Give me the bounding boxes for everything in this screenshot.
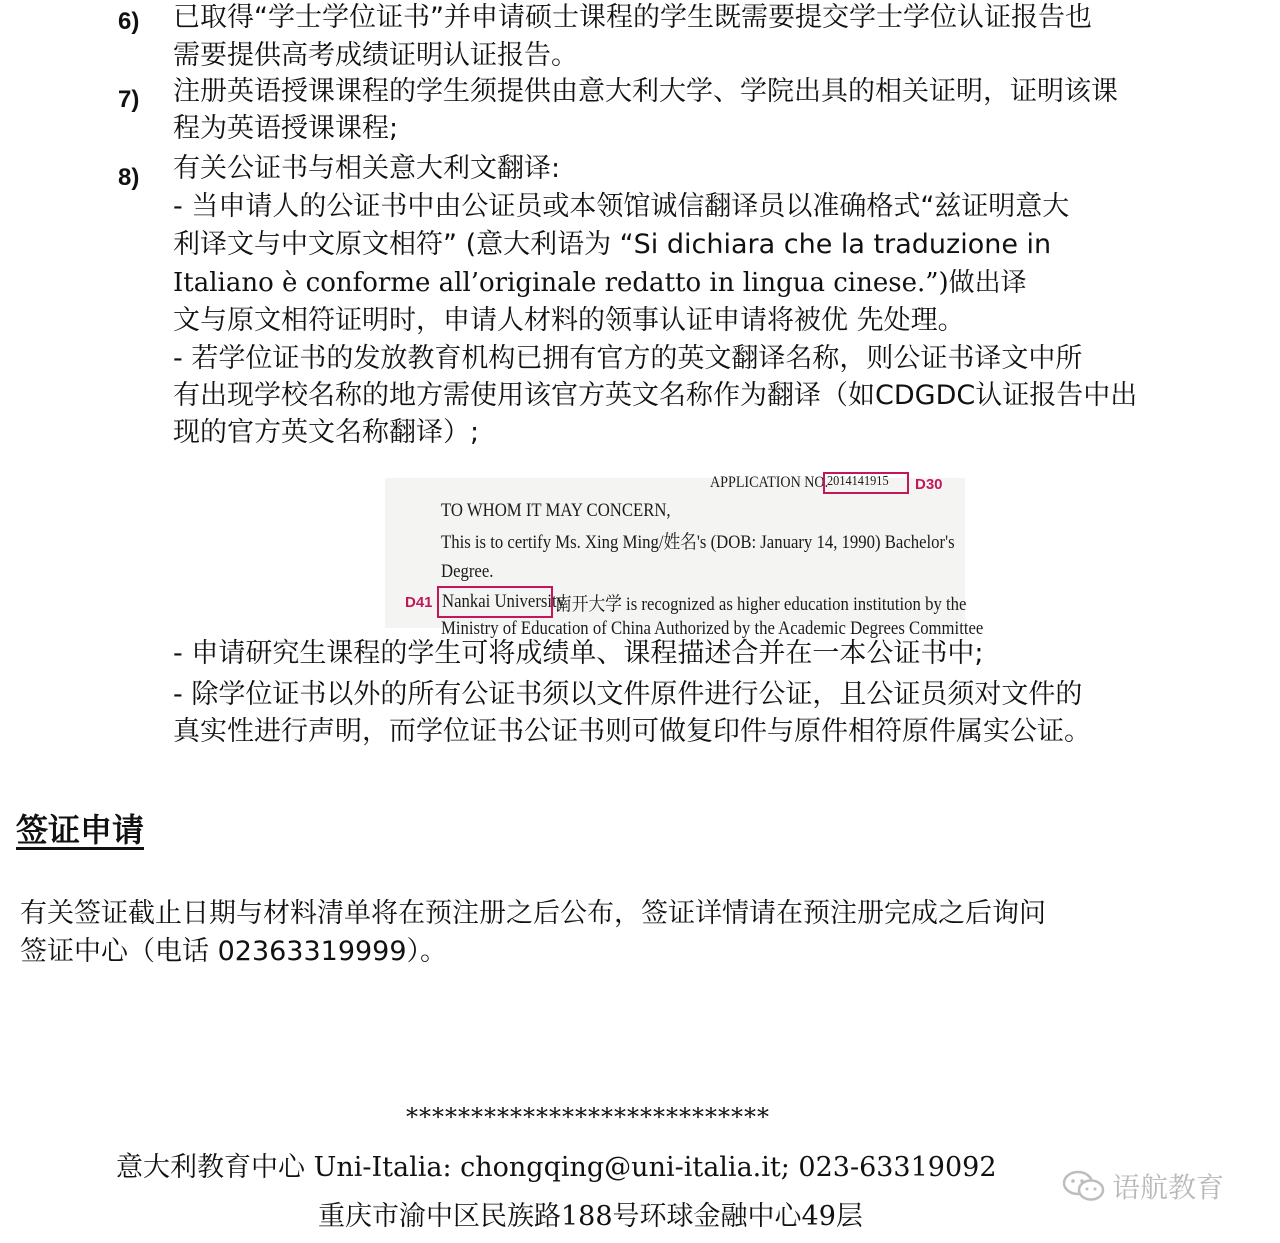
footer-address: 重庆市渝中区民族路188号环球金融中心49层 <box>318 1201 863 1232</box>
certificate-line: Ministry of Education of China Authorized by the Academic Degrees Committee <box>441 618 984 639</box>
sub-item-line: 有出现学校名称的地方需使用该官方英文名称作为翻译（如CDGDC认证报告中出 <box>173 380 1138 411</box>
visa-text-line: 有关签证截止日期与材料清单将在预注册之后公布，签证详情请在预注册完成之后询问 <box>20 898 1046 929</box>
item-number: 8) <box>118 164 140 191</box>
item-text-line: 需要提供高考成绩证明认证报告。 <box>173 40 578 71</box>
application-no-box <box>823 472 909 494</box>
item-text-line: 有关公证书与相关意大利文翻译: <box>173 153 561 184</box>
certificate-line: 南开大学 is recognized as higher education institution by the <box>555 594 967 615</box>
watermark <box>1062 1166 1224 1206</box>
item-text-line: 已取得“学士学位证书”并申请硕士课程的学生既需要提交学士学位认证报告也 <box>173 2 1092 33</box>
sub-item-line: - 当申请人的公证书中由公证员或本领馆诚信翻译员以准确格式“兹证明意大 <box>173 191 1070 222</box>
application-no-value: 2014141915 <box>827 474 889 489</box>
item-text-line: 注册英语授课课程的学生须提供由意大利大学、学院出具的相关证明，证明该课 <box>173 76 1118 107</box>
code-d30: D30 <box>915 476 943 493</box>
wechat-icon <box>1062 1168 1106 1204</box>
sub-item-line: - 除学位证书以外的所有公证书须以文件原件进行公证，且公证员须对文件的 <box>173 679 1083 710</box>
visa-text-line: 签证中心（电话 02363319999）。 <box>20 936 448 967</box>
section-heading: 签证申请 <box>16 811 145 849</box>
sub-item-line: Italiano è conforme all’originale redatto in lingua cinese.”)做出译 <box>173 268 1027 298</box>
watermark-text: 语航教育 <box>1112 1171 1225 1204</box>
certificate-line: This is to certify Ms. Xing Ming/姓名's (DOB: January 14, 1990) Bachelor's <box>441 532 955 553</box>
certificate-image <box>385 474 984 639</box>
footer-divider: **************************** <box>406 1103 770 1131</box>
sub-item-line: 真实性进行声明，而学位证书公证书则可做复印件与原件相符原件属实公证。 <box>173 716 1091 747</box>
sub-item-line: - 若学位证书的发放教育机构已拥有官方的英文翻译名称，则公证书译文中所 <box>173 343 1083 374</box>
application-no-label: APPLICATION NO. <box>710 474 829 491</box>
university-box <box>437 586 566 618</box>
footer-contact: 意大利教育中心 Uni-Italia: chongqing@uni-italia.it; 023-63319092 <box>116 1152 997 1183</box>
certificate-greeting: TO WHOM IT MAY CONCERN, <box>441 500 671 521</box>
item-text-line: 程为英语授课课程; <box>173 113 399 144</box>
code-d41: D41 <box>405 594 433 611</box>
sub-item-line: - 申请研究生课程的学生可将成绩单、课程描述合并在一本公证书中; <box>173 638 984 669</box>
sub-item-line: 利译文与中文原文相符” (意大利语为 “Si dichiara che la traduzione in <box>173 229 1052 260</box>
item-number: 7) <box>118 86 140 113</box>
sub-item-line: 现的官方英文名称翻译）; <box>173 417 480 448</box>
item-number: 6) <box>118 8 140 35</box>
sub-item-line: 文与原文相符证明时，申请人材料的领事认证申请将被优 先处理。 <box>173 305 965 336</box>
university-name: Nankai University <box>442 591 566 612</box>
certificate-line: Degree. <box>441 561 494 582</box>
